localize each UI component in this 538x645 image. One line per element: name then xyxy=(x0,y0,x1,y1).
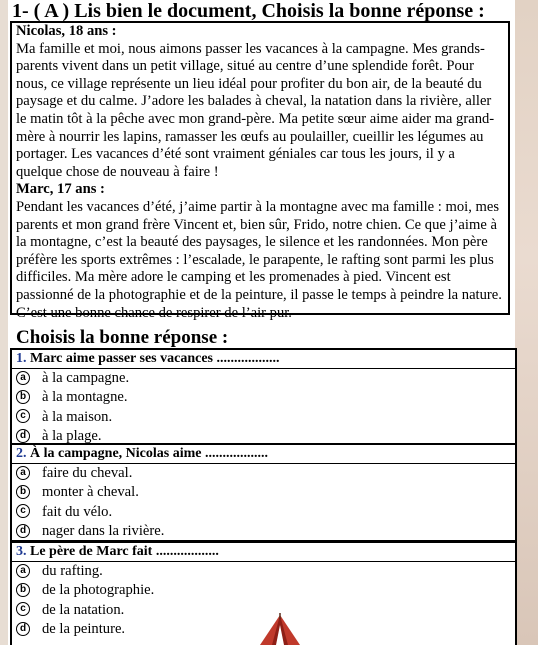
option-letter-icon: c xyxy=(16,504,30,518)
question-number: 2. xyxy=(16,446,27,461)
option-text: nager dans la rivière. xyxy=(42,522,165,539)
question-1-prompt xyxy=(12,350,515,369)
option-text: à la plage. xyxy=(42,427,102,444)
option-text: à la campagne. xyxy=(42,370,130,386)
option-text: de la photographie. xyxy=(42,582,155,599)
option-text: à la montagne. xyxy=(42,389,128,406)
option-2d[interactable] xyxy=(12,522,515,541)
option-letter-icon: b xyxy=(16,583,30,597)
option-letter-icon: b xyxy=(16,485,30,499)
question-text: Marc aime passer ses vacances .................. xyxy=(30,351,280,366)
option-2a[interactable] xyxy=(12,464,515,483)
option-3b[interactable] xyxy=(12,581,515,600)
question-3-prompt xyxy=(12,543,515,562)
exercise-title: 1- ( A ) Lis bien le document, Choisis la bonne réponse : xyxy=(12,0,485,22)
option-letter-icon: c xyxy=(16,602,30,616)
option-text: faire du cheval. xyxy=(42,465,133,481)
option-text: fait du vélo. xyxy=(42,503,113,520)
speaker-nicolas: Nicolas, 18 ans : xyxy=(16,23,117,39)
question-1-box xyxy=(10,348,517,445)
option-1c[interactable] xyxy=(12,408,515,427)
option-letter-icon: c xyxy=(16,409,30,423)
option-letter-icon: d xyxy=(16,429,30,443)
option-text: monter à cheval. xyxy=(42,484,139,501)
option-text: de la peinture. xyxy=(42,620,126,637)
option-2b[interactable] xyxy=(12,483,515,502)
option-letter-icon: a xyxy=(16,371,30,385)
paragraph-marc-body: Pendant les vacances d’été, j’aime partir à la montagne avec ma famille : moi, mes parents et mon grand frère Vincent et, bien sûr, Frido, notre chien. Ce que j’aime à la montagne, c’est la beauté des paysages, le silence et les randonnées. Mon père préfère les sports extrêmes : l’escalade, le parapente, le rafting sont parmi les plus difficiles. Ma mère adore le camping et les promenades à pied. Vincent est passionné de la photographie et de la peinture, il passe le temps à peindre la nature. C’est une bonne chance de respirer de l’air pur. xyxy=(16,198,502,321)
question-2-prompt xyxy=(12,445,515,464)
questions-heading: Choisis la bonne réponse : xyxy=(16,327,229,348)
option-letter-icon: b xyxy=(16,390,30,404)
reading-text-box xyxy=(10,21,510,321)
question-number: 1. xyxy=(16,351,27,366)
option-text: de la natation. xyxy=(42,601,125,618)
option-text: à la maison. xyxy=(42,408,113,425)
question-2-box xyxy=(10,443,517,542)
option-letter-icon: a xyxy=(16,564,30,578)
tent-icon xyxy=(258,613,302,645)
option-text: du rafting. xyxy=(42,563,103,579)
option-1a[interactable] xyxy=(12,369,515,388)
option-letter-icon: d xyxy=(16,622,30,636)
option-letter-icon: a xyxy=(16,466,30,480)
option-1b[interactable] xyxy=(12,388,515,407)
option-3a[interactable] xyxy=(12,562,515,581)
option-2c[interactable] xyxy=(12,503,515,522)
question-text: Le père de Marc fait .................. xyxy=(30,544,219,559)
paragraph-nicolas xyxy=(16,23,504,181)
question-text: À la campagne, Nicolas aime .................. xyxy=(30,446,268,461)
option-letter-icon: d xyxy=(16,524,30,538)
paragraph-marc xyxy=(16,181,504,322)
speaker-marc: Marc, 17 ans : xyxy=(16,181,105,198)
question-number: 3. xyxy=(16,544,27,559)
paragraph-nicolas-body: Ma famille et moi, nous aimons passer les vacances à la campagne. Mes grands-parents vivent dans un petit village, situé au centre d’une splendide forêt. Pour nous, ce village représente un lieu idéal pour profiter du bon air, de la beauté du paysage et du calme. J’adore les balades à cheval, la natation dans la rivière, aller le matin tôt à la pêche avec mon grand-père. Ma petite sœur aime aider ma grand-mère à nourrir les lapins, ramasser les œufs au poulailler, cueillir les légumes au portager. Les vacances d’été sont vraiment géniales car tous les jours, il y a quelque chose de nouveau à faire ! xyxy=(16,40,495,180)
